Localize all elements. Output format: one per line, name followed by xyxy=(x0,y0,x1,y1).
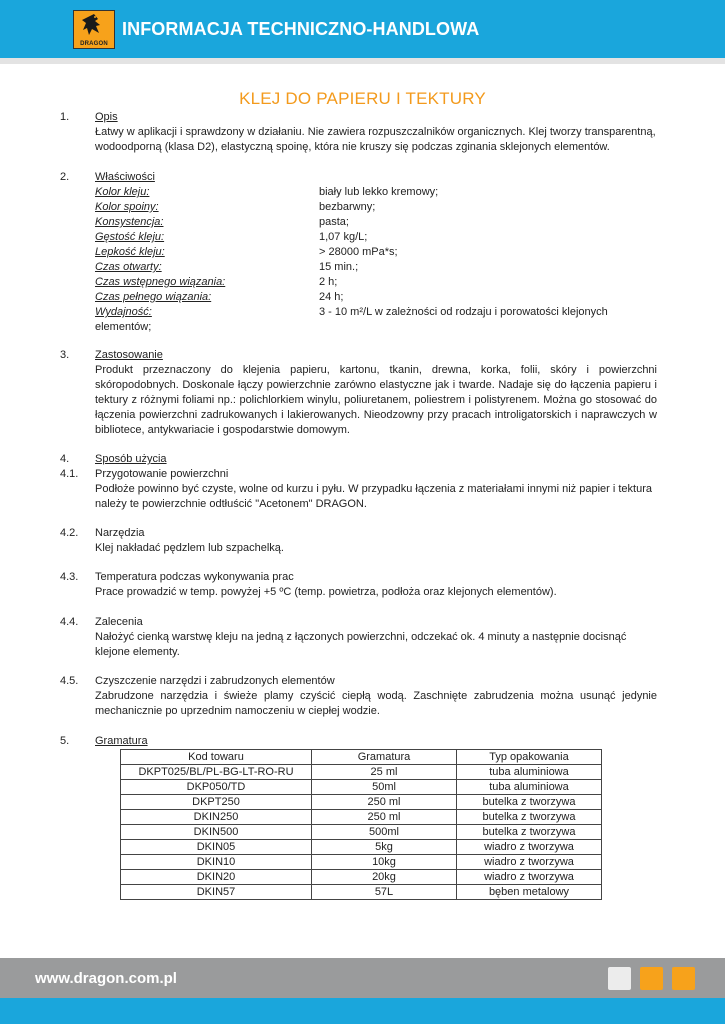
section-number: 1. xyxy=(60,111,70,123)
subsection-text: Prace prowadzić w temp. powyżej +5 ºC (temp. powietrza, podłoża oraz klejonych elementów). xyxy=(95,586,557,598)
subsection-title: Temperatura podczas wykonywania prac xyxy=(95,571,294,583)
section-title: Właściwości xyxy=(95,171,155,183)
property-value: 2 h; xyxy=(319,276,338,288)
table-cell: bęben metalowy xyxy=(457,885,602,900)
property-value: 24 h; xyxy=(319,291,344,303)
table-row xyxy=(121,855,602,870)
subsection-text: Podłoże powinno być czyste, wolne od kurzu i pyłu. W przypadku łączenia z materiałami innymi niż papier i tektura należy te powierzchnie odtłuścić "Acetonem" DRAGON. xyxy=(95,483,652,510)
footer-strip xyxy=(0,998,725,1024)
property-value: 1,07 kg/L; xyxy=(319,231,368,243)
subsection-title: Narzędzia xyxy=(95,527,145,539)
document-title: KLEJ DO PAPIERU I TEKTURY xyxy=(239,89,486,108)
column-header-kod: Kod towaru xyxy=(121,750,312,765)
header-title: INFORMACJA TECHNICZNO-HANDLOWA xyxy=(122,19,480,39)
table-cell: DKIN05 xyxy=(121,840,312,855)
table-row xyxy=(121,795,602,810)
section-number: 4. xyxy=(60,453,70,465)
property-label: Czas otwarty: xyxy=(95,261,162,273)
section-text: Łatwy w aplikacji i sprawdzony w działaniu. Nie zawiera rozpuszczalników organicznych. Klej tworzy transparentną, wodoodporną (klasa D2), elastyczną spoinę, która nie kruszy się podczas zginania sklejonych elementów. xyxy=(95,126,656,153)
property-value: 3 - 10 m²/L w zależności od rodzaju i porowatości klejonych xyxy=(319,306,608,318)
subsection-text: Nałożyć cienką warstwę kleju na jedną z łączonych powierzchni, odczekać ok. 4 minuty a następnie docisnąć klejone elementy. xyxy=(95,631,627,658)
property-label: Lepkość kleju: xyxy=(95,246,165,258)
subsection-number: 4.5. xyxy=(60,675,79,687)
table-cell: DKPT250 xyxy=(121,795,312,810)
table-row xyxy=(121,780,602,795)
property-label: Konsystencja: xyxy=(95,216,164,228)
table-cell: butelka z tworzywa xyxy=(457,825,602,840)
property-label: Czas pełnego wiązania: xyxy=(95,291,212,303)
subsection-title: Przygotowanie powierzchni xyxy=(95,468,229,480)
table-cell: DKIN20 xyxy=(121,870,312,885)
section-title: Opis xyxy=(95,111,118,123)
table-row xyxy=(121,765,602,780)
property-row xyxy=(95,230,657,245)
table-cell: 5kg xyxy=(312,840,457,855)
table-header-row xyxy=(121,750,602,765)
property-value: > 28000 mPa*s; xyxy=(319,246,398,258)
table-cell: 57L xyxy=(312,885,457,900)
table-cell: wiadro z tworzywa xyxy=(457,870,602,885)
subsection-text: Zabrudzone narzędzia i świeże plamy czyścić ciepłą wodą. Zaschnięte zabrudzenia można usunąć jedynie mechanicznie po uprzednim namoczeniu w ciepłej wodzie. xyxy=(95,690,657,717)
property-label: Wydajność: xyxy=(95,306,152,318)
table-cell: DKIN57 xyxy=(121,885,312,900)
table-row xyxy=(121,810,602,825)
property-value: bezbarwny; xyxy=(319,201,376,213)
property-row xyxy=(95,185,657,200)
logo-text: DRAGON xyxy=(80,41,108,47)
dragon-icon xyxy=(74,11,114,41)
property-row xyxy=(95,200,657,215)
table-cell: DKIN500 xyxy=(121,825,312,840)
property-row xyxy=(95,305,657,320)
section-number: 3. xyxy=(60,349,70,361)
property-row xyxy=(95,245,657,260)
property-value: pasta; xyxy=(319,216,349,228)
column-header-gramatura: Gramatura xyxy=(312,750,457,765)
table-row xyxy=(121,885,602,900)
table-cell: tuba aluminiowa xyxy=(457,780,602,795)
property-label: Czas wstępnego wiązania: xyxy=(95,276,226,288)
table-cell: wiadro z tworzywa xyxy=(457,840,602,855)
property-value: biały lub lekko kremowy; xyxy=(319,186,439,198)
table-cell: 50ml xyxy=(312,780,457,795)
section-title: Gramatura xyxy=(95,735,148,747)
footer-square-orange-2 xyxy=(672,967,695,990)
table-cell: 10kg xyxy=(312,855,457,870)
section-number: 2. xyxy=(60,171,70,183)
table-row xyxy=(121,825,602,840)
table-cell: 20kg xyxy=(312,870,457,885)
subsection-number: 4.3. xyxy=(60,571,79,583)
footer-bar xyxy=(0,958,725,998)
subsection-title: Czyszczenie narzędzi i zabrudzonych elementów xyxy=(95,675,335,687)
footer-square-orange xyxy=(640,967,663,990)
gramatura-table xyxy=(120,749,602,900)
table-cell: 25 ml xyxy=(312,765,457,780)
subsection-number: 4.2. xyxy=(60,527,79,539)
subsection-number: 4.4. xyxy=(60,616,79,628)
footer-square-light xyxy=(608,967,631,990)
property-value: 15 min.; xyxy=(319,261,359,273)
header-divider xyxy=(0,58,725,64)
table-cell: DKPT025/BL/PL-BG-LT-RO-RU xyxy=(121,765,312,780)
section-number: 5. xyxy=(60,735,70,747)
table-cell: 250 ml xyxy=(312,810,457,825)
subsection-text: Klej nakładać pędzlem lub szpachelką. xyxy=(95,542,284,554)
property-row xyxy=(95,260,657,275)
table-cell: butelka z tworzywa xyxy=(457,795,602,810)
table-cell: DKIN250 xyxy=(121,810,312,825)
column-header-typ: Typ opakowania xyxy=(457,750,602,765)
table-row xyxy=(121,870,602,885)
table-row xyxy=(121,840,602,855)
property-row xyxy=(95,290,657,305)
property-label: Kolor kleju: xyxy=(95,186,150,198)
property-continuation: elementów; xyxy=(95,321,152,333)
subsection-title: Zalecenia xyxy=(95,616,143,628)
subsection-number: 4.1. xyxy=(60,468,79,480)
property-row xyxy=(95,275,657,290)
property-row xyxy=(95,215,657,230)
table-cell: wiadro z tworzywa xyxy=(457,855,602,870)
table-cell: 250 ml xyxy=(312,795,457,810)
table-cell: 500ml xyxy=(312,825,457,840)
property-label: Kolor spoiny: xyxy=(95,201,159,213)
property-label: Gęstość kleju: xyxy=(95,231,165,243)
table-cell: tuba aluminiowa xyxy=(457,765,602,780)
header-bar xyxy=(0,0,725,58)
section-text: Produkt przeznaczony do klejenia papieru, kartonu, tkanin, drewna, korka, folii, skóry i powierzchni skóropodobnych. Doskonale łączy powierzchnie zarówno elastyczne jak i twarde. Nadaje się do łączenia papieru i tektury z różnymi foliami np.: polichlorkiem winylu, poliuretanem, poliestrem i polistyrenem. Można go stosować do łączenia powierzchni zadrukowanych i lakierowanych. Nieodzowny przy pracach introligatorskich i naprawczych w bibliotece, antykwariacie i gospodarstwie domowym. xyxy=(95,364,657,436)
footer-website-link[interactable]: www.dragon.com.pl xyxy=(35,970,177,987)
section-title: Sposób użycia xyxy=(95,453,167,465)
section-title: Zastosowanie xyxy=(95,349,163,361)
table-cell: DKIN10 xyxy=(121,855,312,870)
table-cell: DKP050/TD xyxy=(121,780,312,795)
table-cell: butelka z tworzywa xyxy=(457,810,602,825)
dragon-logo xyxy=(73,10,115,49)
